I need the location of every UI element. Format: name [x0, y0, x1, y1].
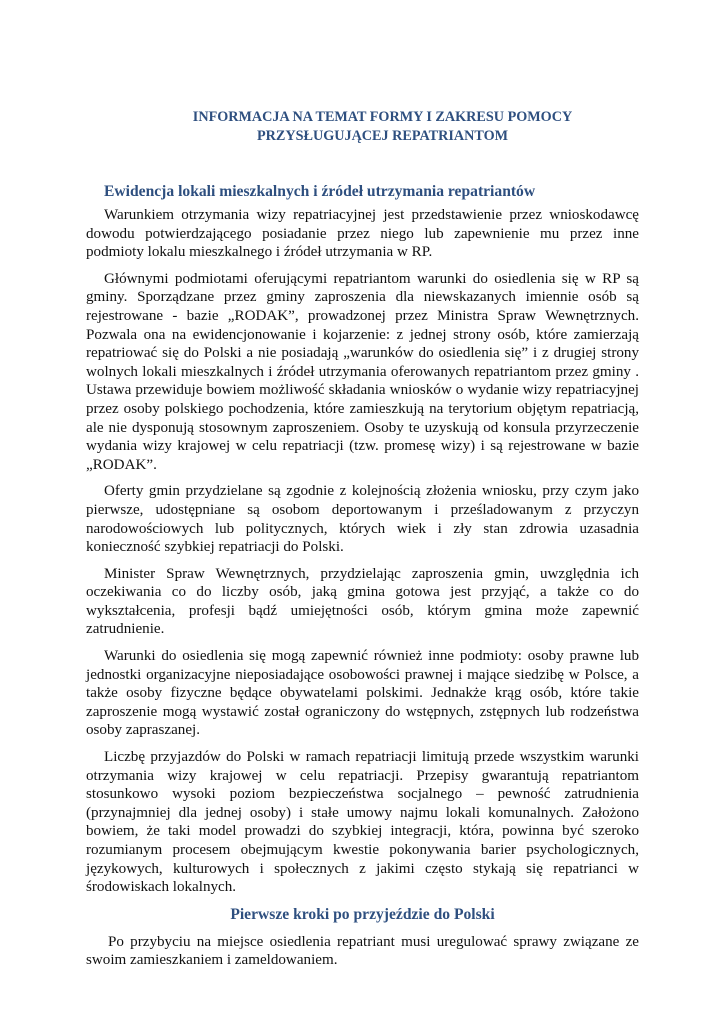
paragraph: Po przybyciu na miejsce osiedlenia repatriant musi uregulować sprawy związane ze swoim zamieszkaniem i zameldowaniem. — [86, 933, 639, 969]
document-body — [86, 108, 639, 978]
paragraph: Warunki do osiedlenia się mogą zapewnić również inne podmioty: osoby prawne lub jednostki organizacyjne nieposiadające osobowości prawnej i mające siedzibę w Polsce, a także osoby fizyczne będące obywatelami polskimi. Jednakże krąg osób, które takie zaproszenie mogą wystawić został ograniczony do wstępnych, zstępnych lub rodzeństwa osoby zapraszanej. — [86, 648, 639, 739]
section-heading-ewidencja: Ewidencja lokali mieszkalnych i źródeł utrzymania repatriantów — [104, 183, 536, 200]
paragraph: Liczbę przyjazdów do Polski w ramach repatriacji limitują przede wszystkim warunki otrzymania wizy krajowej w celu repatriacji. Przepisy gwarantują repatriantom stosunkowo wysoki poziom bezpieczeństwa socjalnego – pewność zatrudnienia (przynajmniej dla jednej osoby) i stałe umowy najmu lokali komunalnych. Założono bowiem, że taki model prowadzi do szybkiej integracji, która, powinna być szeroko rozumianym procesem obejmującym kwestie pokonywania barier psychologicznych, językowych, kulturowych i społecznych z jakimi często stykają się repatrianci w środowiskach lokalnych. — [86, 749, 639, 896]
paragraph: Oferty gmin przydzielane są zgodnie z kolejnością złożenia wniosku, przy czym jako pierwsze, udostępniane są osobom deportowanym i prześladowanym z przyczyn narodowościowych lub politycznych, których wiek i zły stan zdrowia uzasadnia konieczność szybkiej repatriacji do Polski. — [86, 483, 639, 556]
document-title: INFORMACJA NA TEMAT FORMY I ZAKRESU POMOCY PRZYSŁUGUJĄCEJ REPATRIANTOM — [192, 109, 573, 144]
section-heading-pierwsze-kroki: Pierwsze kroki po przyjeździe do Polski — [230, 905, 495, 923]
paragraph: Warunkiem otrzymania wizy repatriacyjnej jest przedstawienie przez wnioskodawcę dowodu potwierdzającego posiadanie przez niego lub zapewnienie mu przez inne podmioty lokalu mieszkalnego i źródeł utrzymania w RP. — [86, 207, 639, 261]
paragraph: Głównymi podmiotami oferującymi repatriantom warunki do osiedlenia się w RP są gminy. Sporządzane przez gminy zaproszenia dla niewskazanych imiennie osób są rejestrowane - bazie „RODAK”, prowadzonej przez Ministra Spraw Wewnętrznych. Pozwala ona na ewidencjonowanie i kojarzenie: z jednej strony osób, które zamierzają repatriować się do Polski a nie posiadają „warunków do osiedlenia się” i z drugiej strony wolnych lokali mieszkalnych i źródeł utrzymania oferowanych repatriantom przez gminy . Ustawa przewiduje bowiem możliwość składania wniosków o wydanie wizy repatriacyjnej przez osoby polskiego pochodzenia, które zamieszkują na terytorium objętym repatriacją, ale nie dysponują stosownym zaproszeniem. Osoby te uzyskują od konsula przyrzeczenie wydania wizy krajowej w celu repatriacji (tzw. promesę wizy) i są rejestrowane w bazie „RODAK”. — [86, 270, 639, 473]
paragraph: Minister Spraw Wewnętrznych, przydzielając zaproszenia gmin, uwzględnia ich oczekiwania co do liczby osób, jaką gmina gotowa jest przyjąć, a także co do wykształcenia, profesji bądź umiejętności osób, którym gmina może zapewnić zatrudnienie. — [86, 565, 639, 638]
